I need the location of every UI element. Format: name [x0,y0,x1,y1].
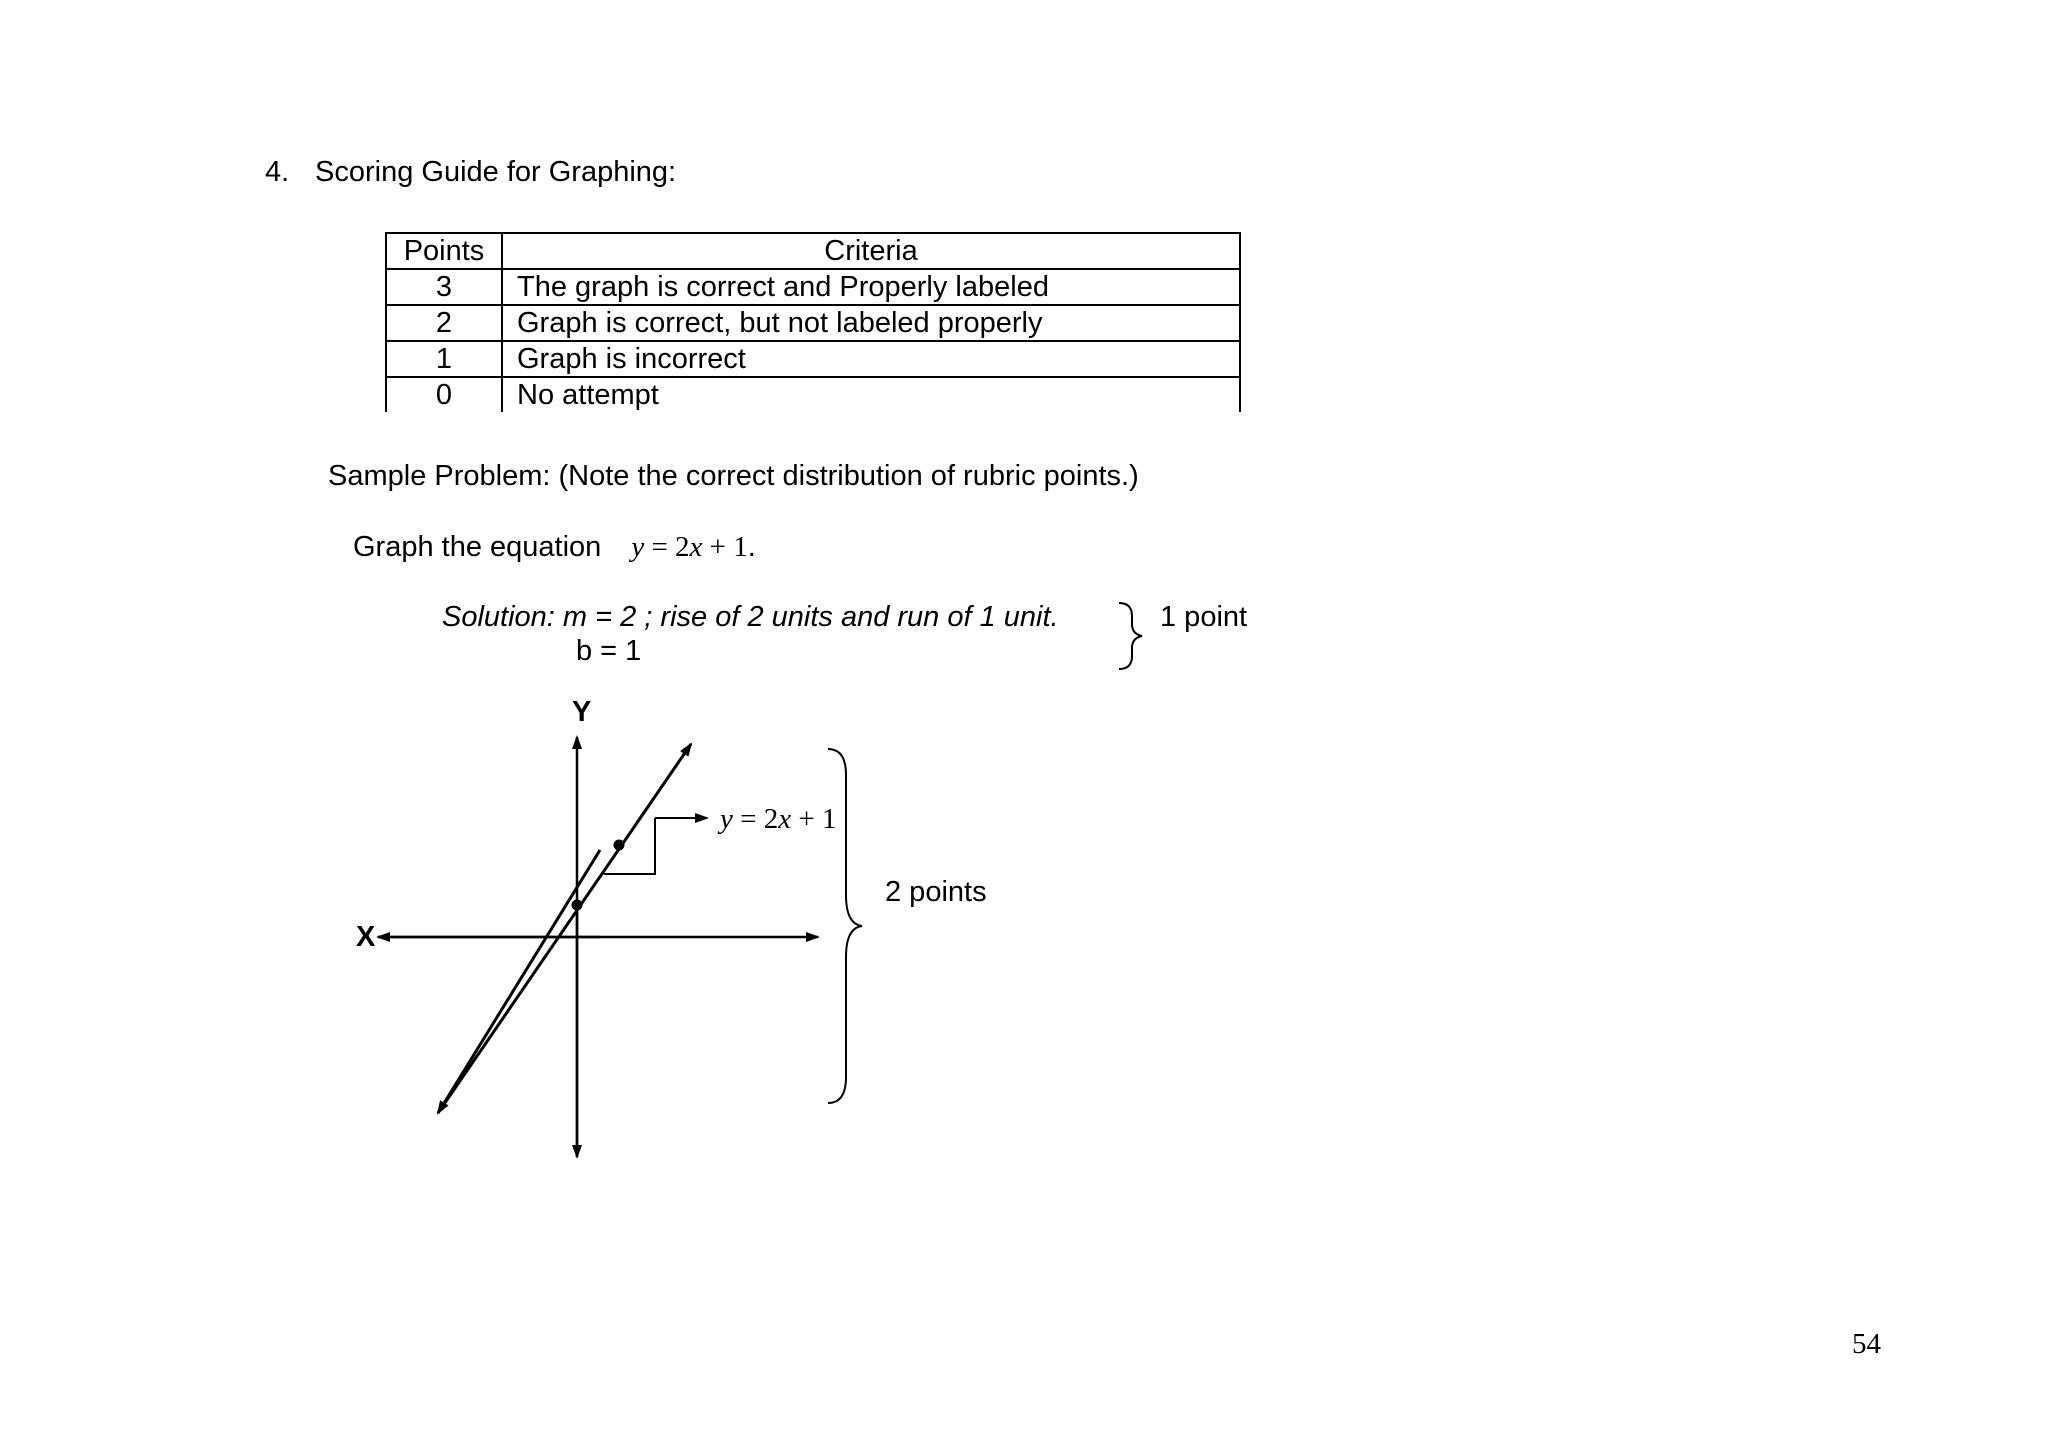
solution-slope-line: Solution: m = 2 ; rise of 2 units and run of 1 unit. [442,601,1059,633]
prompt-equation: y = 2x + 1 [631,531,748,563]
graphed-line [438,744,691,1113]
y-axis-label: Y [572,696,592,728]
points-cell: 1 [386,341,502,377]
prompt-period: . [747,531,756,563]
points-cell: 0 [386,377,502,412]
points-column-header: Points [386,233,502,269]
criteria-cell: Graph is incorrect [502,341,1240,377]
graph-points-label: 2 points [885,876,987,908]
rise-run-step [604,818,655,874]
criteria-cell: The graph is correct and Properly labeled [502,269,1240,305]
section-number: 4. [265,156,290,188]
points-cell: 3 [386,269,502,305]
criteria-column-header: Criteria [502,233,1240,269]
solution-intercept-line: b = 1 [576,635,642,667]
slope-point [614,840,625,851]
x-axis-label: X [356,921,376,953]
graphed-line-lower-arrow [438,850,600,1113]
criteria-cell: Graph is correct, but not labeled properly [502,305,1240,341]
points-cell: 2 [386,305,502,341]
line-equation-label: y = 2x + 1 [720,803,837,835]
y-intercept-point [572,900,583,911]
section-title: Scoring Guide for Graphing: [315,156,677,188]
page-number: 54 [1852,1328,1881,1360]
one-point-brace [1119,603,1142,669]
sample-problem-label: Sample Problem: (Note the correct distribution of rubric points.) [328,460,1139,492]
graph-prompt-text: Graph the equation [353,531,602,563]
criteria-cell: No attempt [502,377,1240,412]
solution-points-label: 1 point [1160,601,1248,633]
